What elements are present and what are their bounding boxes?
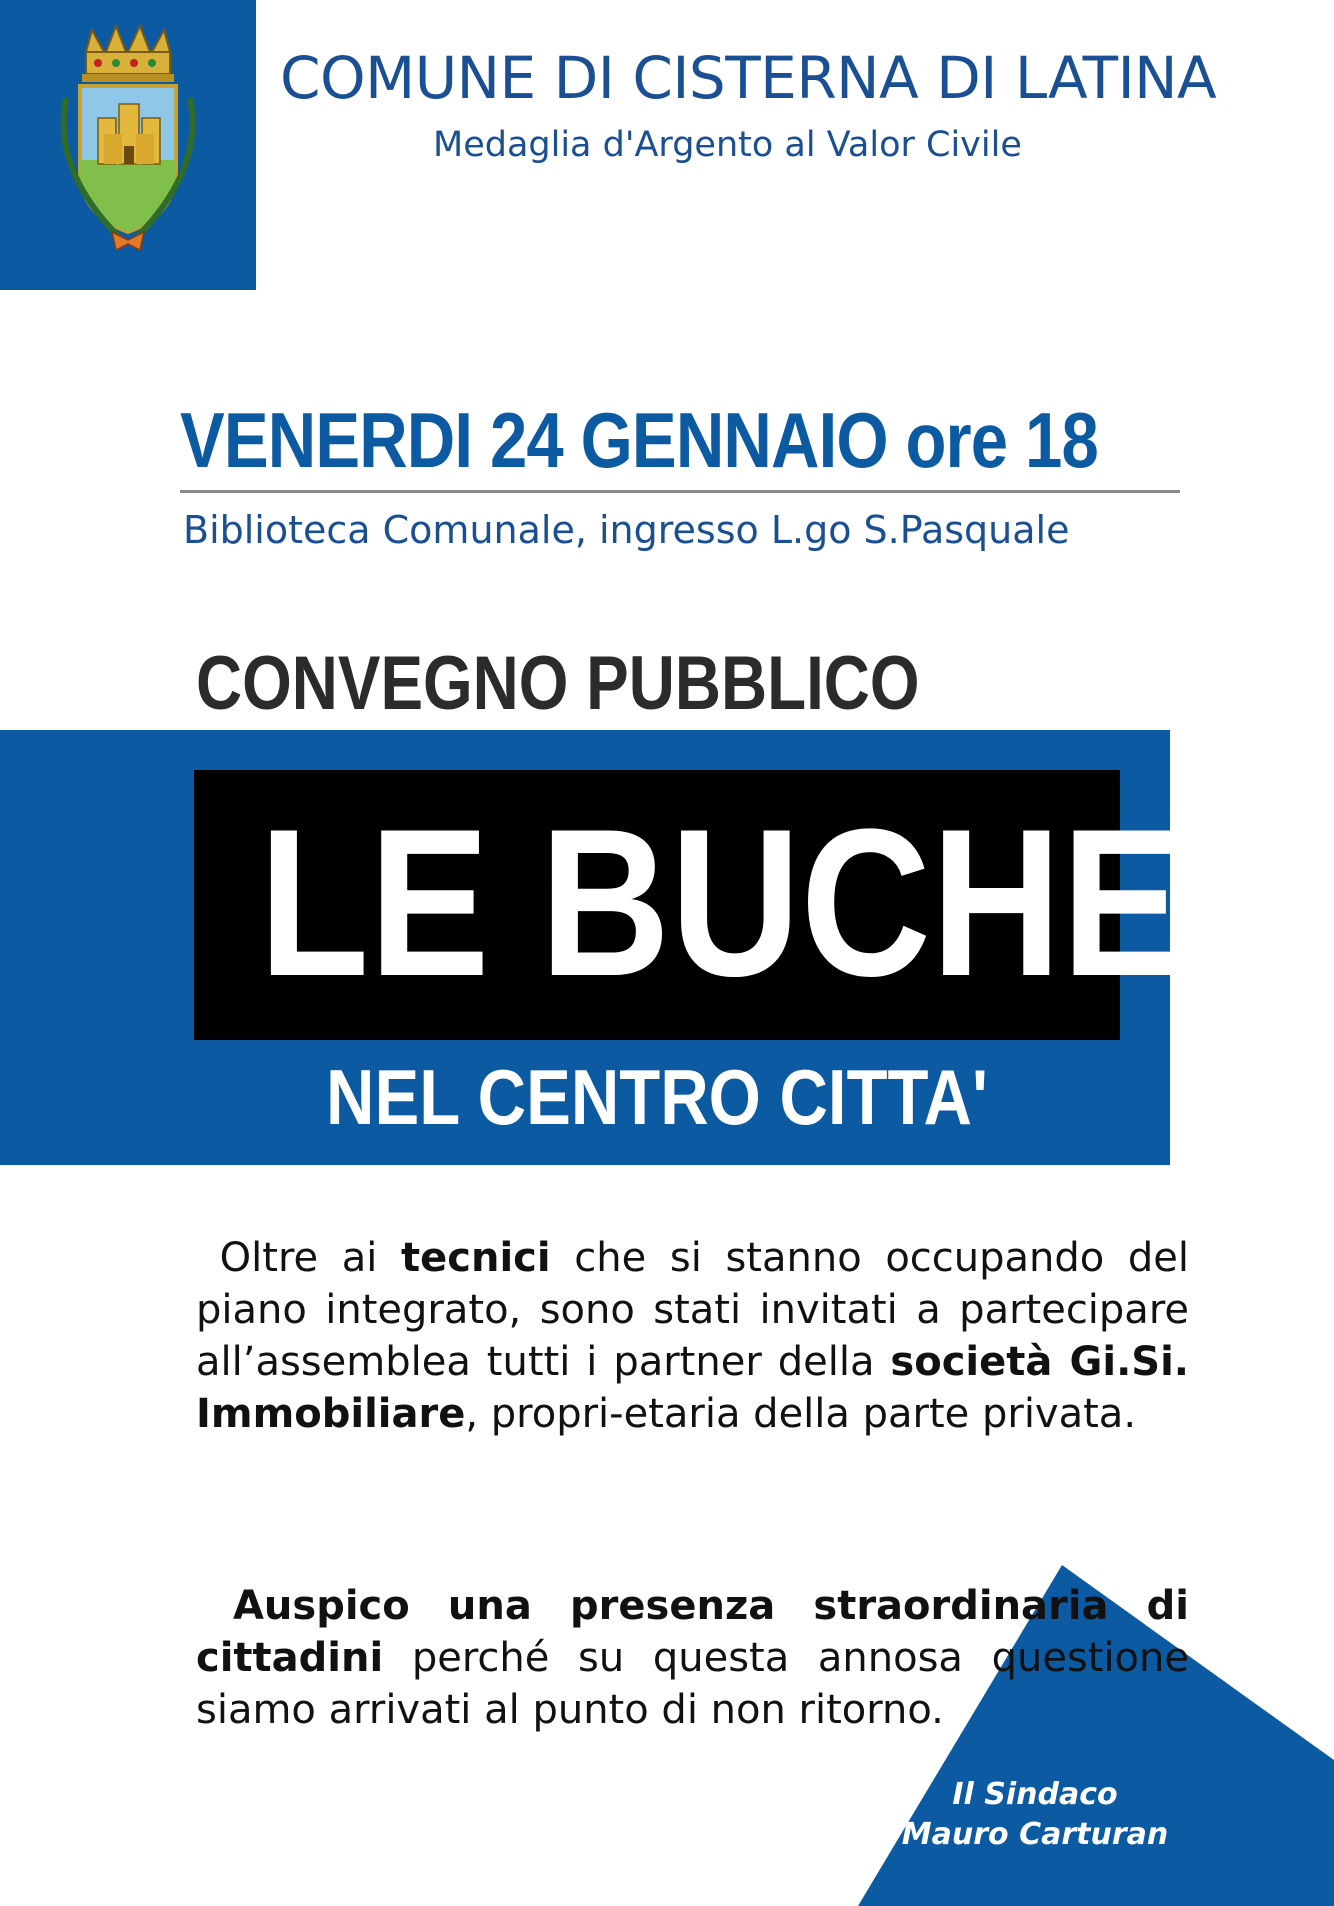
- p1-text: che si stanno occupando del piano integrato, sono stati invitati a partecipare all’assemblea tutti i partner della: [196, 1235, 1189, 1385]
- subheadline: NEL CENTRO CITTA': [326, 1053, 988, 1141]
- signature: [870, 1775, 1200, 1855]
- p1-text: , propri-etaria della parte privata.: [465, 1391, 1137, 1437]
- body-paragraph-1: [196, 1232, 1189, 1440]
- event-venue: Biblioteca Comunale, ingresso L.go S.Pasquale: [183, 508, 1070, 552]
- body-paragraph-2: [196, 1580, 1189, 1736]
- event-kicker: CONVEGNO PUBBLICO: [196, 641, 920, 726]
- p1-bold-tecnici: tecnici: [401, 1235, 551, 1281]
- date-divider: [180, 490, 1180, 493]
- bow-icon: [112, 232, 144, 250]
- town-honor: Medaglia d'Argento al Valor Civile: [433, 125, 1022, 165]
- p2-bold-text: Auspico una presenza straordinaria di cittadini: [196, 1583, 1189, 1681]
- logo-panel: [0, 0, 256, 290]
- crown-icon: [82, 26, 174, 82]
- p1-text: Oltre ai: [219, 1235, 402, 1281]
- p2-text: perché su questa annosa questione siamo arrivati al punto di non ritorno.: [196, 1635, 1189, 1733]
- event-date-time: VENERDI 24 GENNAIO ore 18: [180, 396, 1098, 484]
- signature-role: Il Sindaco: [952, 1777, 1118, 1812]
- coat-of-arms-logo: [0, 0, 256, 290]
- headline: LE BUCHE: [258, 785, 1182, 1020]
- signature-name: Mauro Carturan: [901, 1817, 1169, 1852]
- town-name: COMUNE DI CISTERNA DI LATINA: [280, 44, 1217, 112]
- p1-bold-company: società Gi.Si. Immobiliare: [196, 1339, 1189, 1437]
